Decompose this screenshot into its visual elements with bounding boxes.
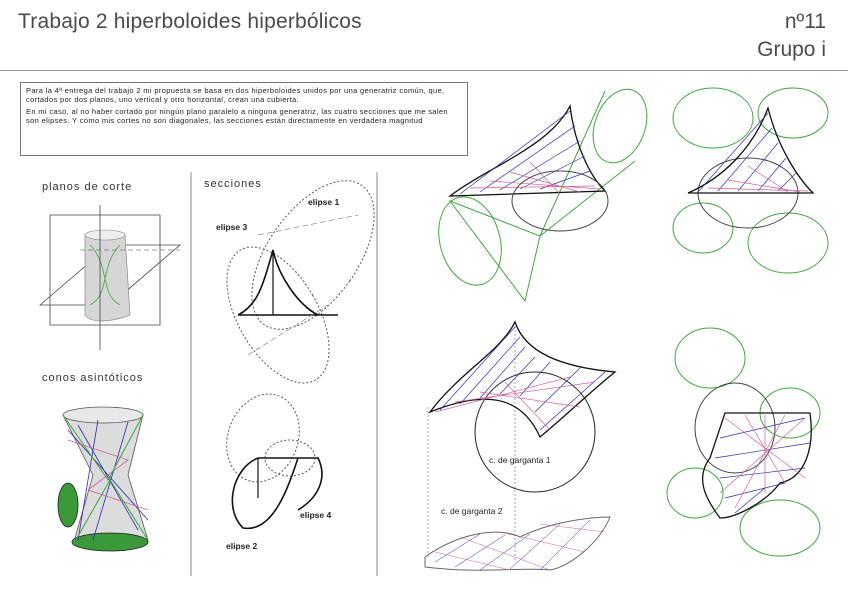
label-elipse-3: elipse 3 [216, 222, 248, 232]
heading-planos-de-corte: planos de corte [42, 181, 133, 193]
label-elipse-4: elipse 4 [300, 510, 332, 520]
label-elipse-2: elipse 2 [226, 541, 258, 551]
label-garganta-1: c. de garganta 1 [489, 455, 551, 465]
roof-view-2-figure [668, 88, 838, 298]
header-rule [0, 70, 848, 71]
roof-view-1-figure [430, 86, 680, 306]
sections-lower-figure [218, 398, 368, 548]
column-divider-1 [190, 172, 192, 576]
intro-paragraph-1: Para la 4ª entrega del trabajo 2 mi propuesta se basa en dos hiperboloides unidos por una generatriz común, que, cortados por dos planos, uno vertical y otro horizontal, crean una cubierta. [26, 86, 445, 105]
heading-conos-asintoticos: conos asintóticos [42, 372, 144, 384]
label-elipse-1: elipse 1 [308, 197, 340, 207]
roof-view-3-figure [420, 312, 630, 582]
asymptotic-cones-figure [38, 400, 188, 560]
column-divider-2 [376, 172, 378, 576]
roof-view-4-figure [665, 318, 835, 568]
intro-box [20, 82, 468, 156]
page-title: Trabajo 2 hiperboloides hiperbólicos [18, 10, 362, 33]
sheet-number: nº11 [784, 10, 826, 33]
group-label: Grupo i [757, 38, 826, 61]
label-garganta-2: c. de garganta 2 [441, 506, 503, 516]
intro-paragraph-2: En mi caso, al no haber cortado por ningún plano paralelo a ninguna generatriz, las cuatro secciones que me salen son elipses. Y como mis cortes no son diagonales, las secciones están directamente en verdadera magnitud [26, 106, 448, 125]
heading-secciones: secciones [204, 178, 262, 190]
cutting-planes-figure [30, 205, 190, 355]
